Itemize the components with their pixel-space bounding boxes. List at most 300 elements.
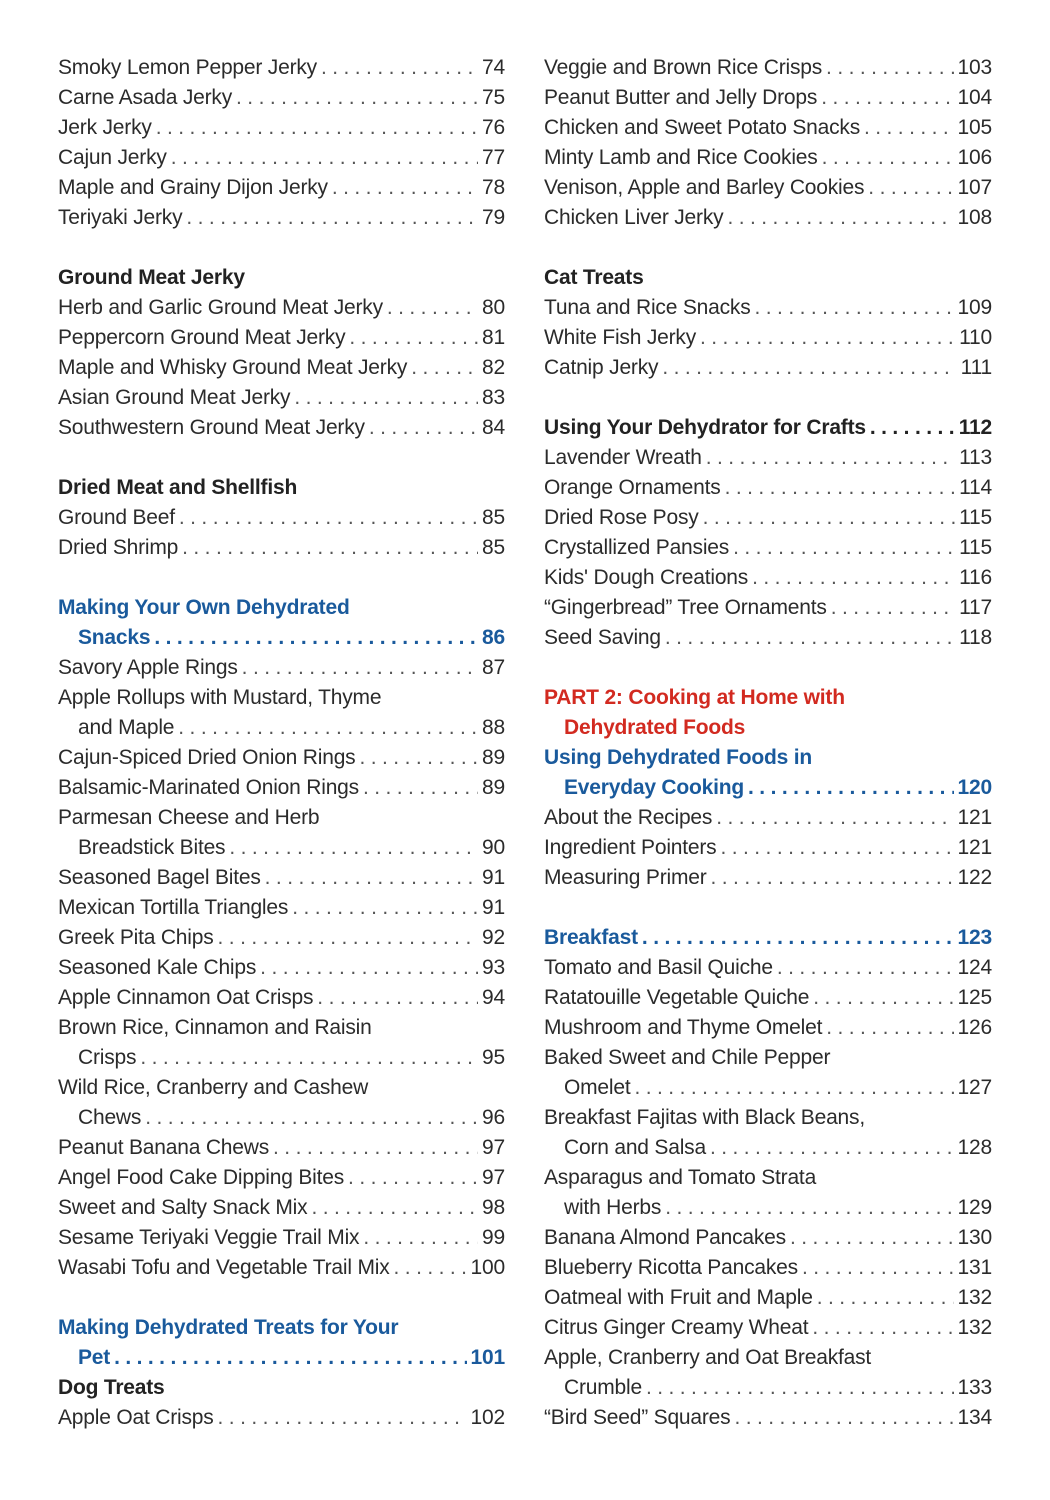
dot-leader [826,53,954,83]
toc-page-number: 80 [482,296,505,319]
toc-entry [58,893,505,923]
toc-entry-title: Lavender Wreath [544,446,702,469]
toc-entry-title: Breakfast Fajitas with Black Beans, [544,1106,865,1129]
dot-leader [114,1343,466,1373]
toc-entry-title: Cajun Jerky [58,146,167,169]
toc-entry-title: Chews [78,1106,142,1129]
toc-section-heading [58,1313,505,1343]
toc-subsection-heading [544,413,992,443]
toc-entry-title: Snacks [78,626,151,649]
toc-entry [544,1133,992,1163]
toc-spacer [58,443,505,473]
toc-entry [544,143,992,173]
toc-entry-title: Jerk Jerky [58,116,152,139]
toc-page-number: 87 [482,656,505,679]
dot-leader [662,353,956,383]
toc-entry-title: Apple Cinnamon Oat Crisps [58,986,314,1009]
toc-page-number: 88 [482,716,505,739]
dot-leader [710,1133,954,1163]
toc-section-heading [58,593,505,623]
dot-leader [817,1283,954,1313]
toc-entry-title: Catnip Jerky [544,356,659,379]
toc-page-number: 97 [482,1166,505,1189]
toc-entry-title: Southwestern Ground Meat Jerky [58,416,365,439]
dot-leader [720,833,953,863]
toc-page-number: 85 [482,506,505,529]
dot-leader [145,1103,478,1133]
toc-entry-title: Tuna and Rice Snacks [544,296,751,319]
toc-page-number: 105 [957,116,992,139]
dot-leader [831,593,955,623]
toc-entry [544,1103,992,1133]
toc-entry-title: Blueberry Ricotta Pancakes [544,1256,798,1279]
dot-leader [265,863,478,893]
toc-page-number: 125 [957,986,992,1009]
toc-entry-title: Chicken and Sweet Potato Snacks [544,116,860,139]
toc-entry [544,563,992,593]
toc-entry-title: Crisps [78,1046,137,1069]
toc-entry [58,383,505,413]
toc-page-number: 98 [482,1196,505,1219]
toc-entry-title: Cajun-Spiced Dried Onion Rings [58,746,356,769]
toc-entry [58,293,505,323]
toc-spacer [544,893,992,923]
toc-entry [58,203,505,233]
toc-entry-title: About the Recipes [544,806,713,829]
toc-page-number: 131 [957,1256,992,1279]
toc-page-number: 126 [957,1016,992,1039]
dot-leader [734,1403,953,1433]
toc-left-column [58,53,505,1433]
toc-entry-title: Maple and Whisky Ground Meat Jerky [58,356,408,379]
toc-page-number: 91 [482,866,505,889]
toc-entry [544,1253,992,1283]
dot-leader [821,83,953,113]
toc-entry [544,623,992,653]
toc-page-number: 82 [482,356,505,379]
toc-page-number: 114 [959,476,992,499]
toc-entry-title: Chicken Liver Jerky [544,206,724,229]
toc-entry [58,1103,505,1133]
toc-entry-title: Using Your Dehydrator for Crafts [544,416,866,439]
dot-leader [635,1073,954,1103]
toc-entry-title: Ground Beef [58,506,175,529]
toc-entry [544,1373,992,1403]
dot-leader [182,533,478,563]
toc-page-number: 118 [959,626,992,649]
dot-leader [387,293,478,323]
toc-entry-title: Omelet [564,1076,631,1099]
toc-entry-title: Angel Food Cake Dipping Bites [58,1166,345,1189]
toc-entry-title: Peanut Butter and Jelly Drops [544,86,818,109]
toc-page-number: 77 [482,146,505,169]
dot-leader [870,413,955,443]
dot-leader [646,1373,954,1403]
toc-entry-title: Ingredient Pointers [544,836,717,859]
toc-entry [58,353,505,383]
toc-page-number: 111 [960,356,992,379]
toc-page-number: 128 [957,1136,992,1159]
toc-entry [544,1343,992,1373]
toc-page-number: 78 [482,176,505,199]
dot-leader [711,863,954,893]
toc-entry [58,1073,505,1103]
toc-page-number: 84 [482,416,505,439]
toc-entry [58,743,505,773]
dot-leader [154,623,478,653]
dot-leader [733,533,955,563]
toc-page-number: 130 [957,1226,992,1249]
toc-entry [58,503,505,533]
toc-entry-title: Ground Meat Jerky [58,266,245,289]
toc-entry [58,983,505,1013]
toc-page-number: 103 [957,56,992,79]
toc-entry [544,1013,992,1043]
toc-page-number: 127 [957,1076,992,1099]
toc-page-number: 97 [482,1136,505,1159]
toc-subheading [58,1373,505,1403]
toc-entry-title: Apple Oat Crisps [58,1406,214,1429]
toc-page-number: 89 [482,776,505,799]
dot-leader [665,623,955,653]
dot-leader [642,923,954,953]
dot-leader [812,1313,953,1343]
toc-entry-title: Brown Rice, Cinnamon and Raisin [58,1016,372,1039]
toc-page-number: 107 [957,176,992,199]
dot-leader [868,173,953,203]
toc-entry-title: Baked Sweet and Chile Pepper [544,1046,831,1069]
toc-page-number: 133 [957,1376,992,1399]
toc-page-number: 102 [470,1406,505,1429]
dot-leader [700,323,955,353]
toc-spacer [544,233,992,263]
toc-entry-title: Greek Pita Chips [58,926,214,949]
toc-entry-title: Tomato and Basil Quiche [544,956,773,979]
toc-entry [58,83,505,113]
dot-leader [179,503,478,533]
toc-entry [58,833,505,863]
dot-leader [292,893,478,923]
toc-entry-title: Sweet and Salty Snack Mix [58,1196,308,1219]
toc-entry [544,323,992,353]
toc-entry-title: Breadstick Bites [78,836,226,859]
toc-page-number: 95 [482,1046,505,1069]
toc-entry [544,173,992,203]
toc-entry-title: Minty Lamb and Rice Cookies [544,146,818,169]
dot-leader [311,1193,478,1223]
toc-entry [58,773,505,803]
toc-entry-title: Balsamic-Marinated Onion Rings [58,776,359,799]
toc-spacer [58,233,505,263]
toc-entry-title: Asian Ground Meat Jerky [58,386,291,409]
toc-page-number: 91 [482,896,505,919]
toc-section-heading [544,743,992,773]
toc-entry-title: “Gingerbread” Tree Ornaments [544,596,827,619]
dot-leader [171,143,478,173]
toc-section-heading [58,1343,505,1373]
toc-page-number: 85 [482,536,505,559]
toc-entry [544,803,992,833]
toc-entry-title: Making Dehydrated Treats for Your [58,1316,399,1339]
toc-entry [544,1283,992,1313]
toc-page-number: 99 [482,1226,505,1249]
toc-entry-title: Using Dehydrated Foods in [544,746,813,769]
toc-entry-title: Dried Shrimp [58,536,179,559]
toc-entry [544,1313,992,1343]
toc-spacer [544,383,992,413]
toc-section-heading [58,623,505,653]
toc-page-number: 112 [958,416,992,439]
toc-entry [544,1073,992,1103]
toc-page-number: 106 [957,146,992,169]
dot-leader [332,173,478,203]
toc-spacer [58,1283,505,1313]
toc-entry [58,1253,505,1283]
toc-entry [544,863,992,893]
toc-page-number: 100 [470,1256,505,1279]
toc-entry [544,353,992,383]
toc-page-number: 124 [957,956,992,979]
toc-entry [544,593,992,623]
dot-leader [665,1193,953,1223]
dot-leader [822,143,954,173]
toc-entry-title: Seasoned Kale Chips [58,956,257,979]
toc-entry-title: Mexican Tortilla Triangles [58,896,289,919]
toc-entry-title: Cat Treats [544,266,644,289]
toc-part-heading [544,713,992,743]
toc-entry [58,953,505,983]
toc-entry [58,1223,505,1253]
toc-page-number: 134 [957,1406,992,1429]
toc-entry-title: “Bird Seed” Squares [544,1406,731,1429]
toc-entry [58,713,505,743]
toc-entry-title: Pet [78,1346,111,1369]
toc-page-number: 116 [959,566,992,589]
toc-entry-title: Herb and Garlic Ground Meat Jerky [58,296,383,319]
toc-page-number: 110 [959,326,992,349]
toc-entry [544,53,992,83]
toc-entry [544,983,992,1013]
toc-page-number: 76 [482,116,505,139]
toc-page-number: 93 [482,956,505,979]
dot-leader [229,833,478,863]
dot-leader [294,383,478,413]
toc-entry-title: Crumble [564,1376,642,1399]
dot-leader [777,953,954,983]
toc-entry [58,863,505,893]
dot-leader [317,983,478,1013]
dot-leader [725,473,956,503]
toc-page-number: 121 [957,806,992,829]
dot-leader [363,1223,478,1253]
toc-entry [544,293,992,323]
toc-entry [58,413,505,443]
toc-entry [544,203,992,233]
toc-entry-title: Peanut Banana Chews [58,1136,270,1159]
toc-entry-title: Measuring Primer [544,866,707,889]
toc-entry-title: Apple Rollups with Mustard, Thyme [58,686,382,709]
dot-leader [348,1163,478,1193]
toc-entry-title: Dehydrated Foods [564,716,746,739]
toc-entry-title: White Fish Jerky [544,326,696,349]
toc-entry [58,1043,505,1073]
toc-page-number: 129 [957,1196,992,1219]
dot-leader [369,413,478,443]
toc-entry-title: Dried Meat and Shellfish [58,476,298,499]
toc-entry [58,1163,505,1193]
dot-leader [752,563,955,593]
dot-leader [273,1133,478,1163]
toc-entry [58,53,505,83]
dot-leader [178,713,478,743]
toc-page-number: 79 [482,206,505,229]
dot-leader [218,1403,467,1433]
toc-entry [58,803,505,833]
toc-entry [58,683,505,713]
toc-entry [544,1163,992,1193]
toc-page-number: 115 [959,536,992,559]
toc-page-number: 94 [482,986,505,1009]
toc-entry [58,113,505,143]
toc-page-number: 81 [482,326,505,349]
dot-leader [826,1013,953,1043]
toc-page-number: 121 [957,836,992,859]
toc-entry-title: Crystallized Pansies [544,536,730,559]
toc-entry-title: Citrus Ginger Creamy Wheat [544,1316,809,1339]
toc-entry-title: Banana Almond Pancakes [544,1226,786,1249]
toc-entry-title: Asparagus and Tomato Strata [544,1166,817,1189]
toc-entry [58,173,505,203]
toc-entry-title: Venison, Apple and Barley Cookies [544,176,865,199]
toc-page-number: 132 [957,1316,992,1339]
toc-entry-title: Sesame Teriyaki Veggie Trail Mix [58,1226,360,1249]
toc-entry-title: Smoky Lemon Pepper Jerky [58,56,317,79]
toc-entry [544,113,992,143]
dot-leader [321,53,478,83]
dot-leader [864,113,954,143]
toc-entry [58,923,505,953]
toc-page-number: 122 [957,866,992,889]
toc-entry [544,503,992,533]
toc-page-number: 115 [959,506,992,529]
toc-entry-title: Kids' Dough Creations [544,566,749,589]
toc-entry-title: with Herbs [564,1196,662,1219]
toc-entry-title: Orange Ornaments [544,476,721,499]
toc-page-number: 123 [957,926,992,949]
toc-entry-title: Apple, Cranberry and Oat Breakfast [544,1346,872,1369]
dot-leader [242,653,478,683]
toc-entry-title: Ratatouille Vegetable Quiche [544,986,810,1009]
toc-entry-title: and Maple [78,716,175,739]
toc-entry [544,1403,992,1433]
toc-entry [544,83,992,113]
toc-page-number: 117 [959,596,992,619]
dot-leader [236,83,478,113]
toc-page-number: 113 [959,446,992,469]
toc-section-heading [544,923,992,953]
toc-page-number: 132 [957,1286,992,1309]
toc-section-heading [544,773,992,803]
toc-entry-title: Seed Saving [544,626,661,649]
dot-leader [703,503,956,533]
toc-entry-title: Mushroom and Thyme Omelet [544,1016,823,1039]
toc-page-number: 92 [482,926,505,949]
dot-leader [349,323,478,353]
dot-leader [411,353,478,383]
dot-leader [140,1043,478,1073]
toc-entry-title: Peppercorn Ground Meat Jerky [58,326,346,349]
toc-entry-title: Breakfast [544,926,638,949]
toc-entry [58,1403,505,1433]
toc-page-number: 101 [470,1346,505,1369]
dot-leader [156,113,478,143]
toc-page-number: 83 [482,386,505,409]
dot-leader [218,923,479,953]
toc-page-number: 109 [957,296,992,319]
toc-page-number: 104 [957,86,992,109]
dot-leader [790,1223,954,1253]
toc-part-heading [544,683,992,713]
dot-leader [706,443,955,473]
toc-page-number: 89 [482,746,505,769]
toc-page-number: 86 [482,626,505,649]
toc-entry-title: Seasoned Bagel Bites [58,866,261,889]
toc-page-number: 90 [482,836,505,859]
toc-entry [544,1193,992,1223]
toc-entry-title: Wild Rice, Cranberry and Cashew [58,1076,369,1099]
dot-leader [755,293,954,323]
toc-entry [58,1193,505,1223]
dot-leader [813,983,953,1013]
toc-entry-title: Corn and Salsa [564,1136,706,1159]
toc-subheading [544,263,992,293]
dot-leader [363,773,478,803]
dot-leader [748,773,954,803]
dot-leader [716,803,953,833]
dot-leader [186,203,478,233]
toc-entry-title: PART 2: Cooking at Home with [544,686,845,709]
toc-entry [544,443,992,473]
toc-entry-title: Wasabi Tofu and Vegetable Trail Mix [58,1256,390,1279]
dot-leader [260,953,478,983]
toc-entry [544,1223,992,1253]
dot-leader [727,203,953,233]
toc-page-number: 96 [482,1106,505,1129]
toc-entry [58,323,505,353]
toc-entry-title: Maple and Grainy Dijon Jerky [58,176,328,199]
toc-entry-title: Dried Rose Posy [544,506,699,529]
toc-entry [58,1013,505,1043]
toc-spacer [58,563,505,593]
toc-spacer [544,653,992,683]
dot-leader [360,743,479,773]
toc-page-number: 120 [957,776,992,799]
toc-entry [544,953,992,983]
toc-entry-title: Everyday Cooking [564,776,745,799]
toc-entry-title: Teriyaki Jerky [58,206,183,229]
toc-entry-title: Oatmeal with Fruit and Maple [544,1286,813,1309]
toc-entry-title: Making Your Own Dehydrated [58,596,350,619]
toc-entry [544,473,992,503]
toc-entry-title: Savory Apple Rings [58,656,238,679]
toc-entry-title: Dog Treats [58,1376,165,1399]
toc-entry [58,533,505,563]
toc-entry [544,533,992,563]
toc-entry-title: Carne Asada Jerky [58,86,233,109]
toc-page-number: 75 [482,86,505,109]
toc-page-number: 108 [957,206,992,229]
dot-leader [802,1253,954,1283]
